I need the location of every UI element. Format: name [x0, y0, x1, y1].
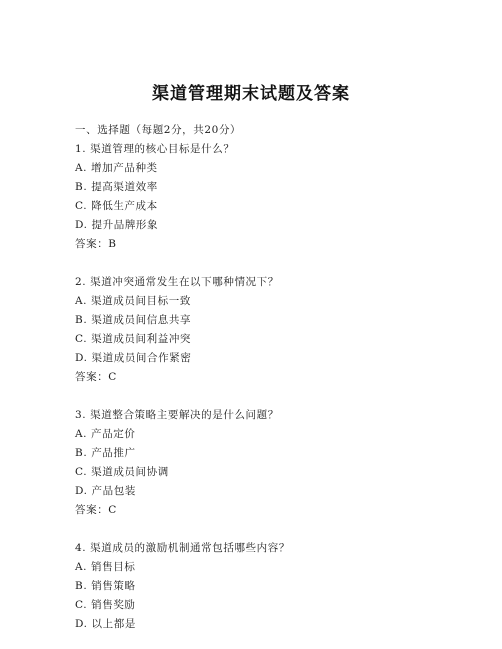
option-b: B. 渠道成员间信息共享 — [75, 314, 192, 326]
answer-line: 答案：C — [75, 371, 117, 383]
question-stem: 4. 渠道成员的激励机制通常包括哪些内容？ — [75, 542, 290, 554]
question-block — [75, 140, 475, 254]
question-block — [75, 539, 475, 634]
option-d: D. 产品包装 — [75, 485, 136, 497]
spacer — [75, 387, 475, 406]
question-stem: 1. 渠道管理的核心目标是什么？ — [75, 143, 235, 155]
question-stem: 2. 渠道冲突通常发生在以下哪种情况下？ — [75, 276, 279, 288]
section-heading: 一、选择题（每题2分，共20分） — [75, 124, 242, 136]
page-title: 渠道管理期末试题及答案 — [152, 84, 350, 104]
question-stem: 3. 渠道整合策略主要解决的是什么问题？ — [75, 409, 279, 421]
option-c: C. 渠道成员间协调 — [75, 466, 169, 478]
option-a: A. 产品定价 — [75, 428, 136, 440]
option-b: B. 提高渠道效率 — [75, 181, 158, 193]
option-b: B. 产品推广 — [75, 447, 136, 459]
question-block — [75, 406, 475, 520]
option-a: A. 增加产品种类 — [75, 162, 158, 174]
option-c: C. 销售奖励 — [75, 599, 136, 611]
option-d: D. 提升品牌形象 — [75, 219, 159, 231]
answer-line: 答案：B — [75, 238, 117, 250]
exam-content — [75, 121, 475, 634]
option-c: C. 降低生产成本 — [75, 200, 158, 212]
answer-line: 答案：C — [75, 504, 117, 516]
question-block — [75, 273, 475, 387]
option-a: A. 渠道成员间目标一致 — [75, 295, 191, 307]
spacer — [75, 520, 475, 539]
option-d: D. 以上都是 — [75, 618, 136, 630]
option-c: C. 渠道成员间利益冲突 — [75, 333, 192, 345]
option-b: B. 销售策略 — [75, 580, 136, 592]
option-a: A. 销售目标 — [75, 561, 136, 573]
option-d: D. 渠道成员间合作紧密 — [75, 352, 192, 364]
spacer — [75, 254, 475, 273]
